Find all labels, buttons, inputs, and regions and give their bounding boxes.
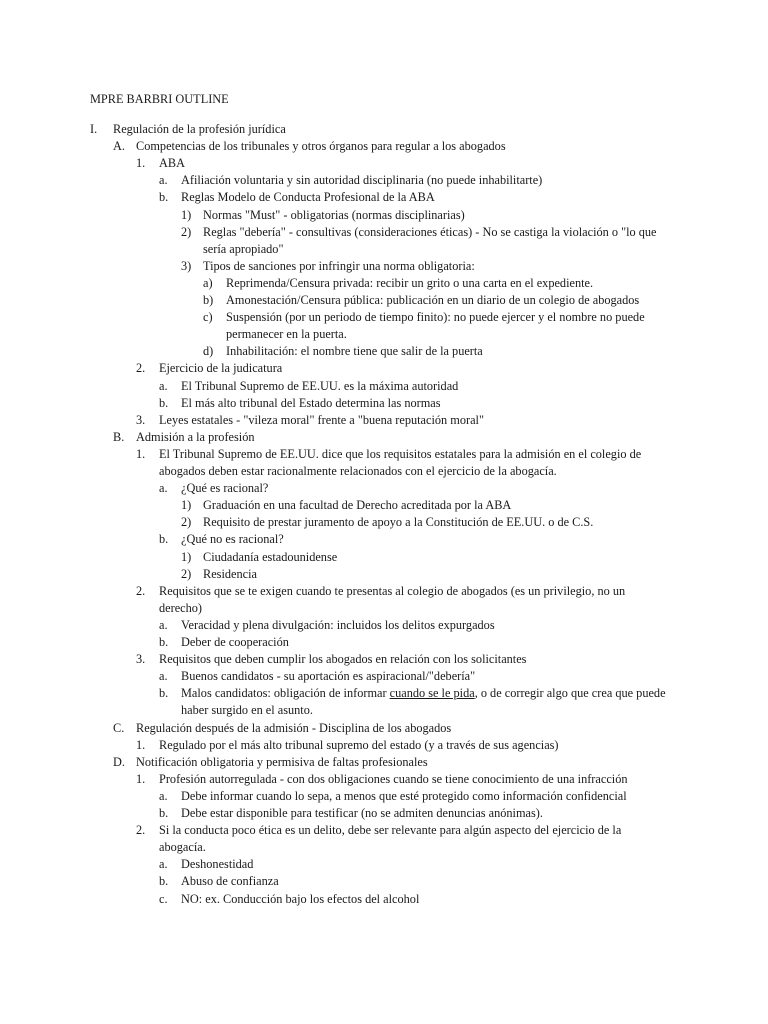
outline-marker: a) [203,275,213,290]
outline-marker: D. [113,754,125,769]
outline-line [0,566,768,583]
outline-marker: b. [159,635,169,649]
outline-text: El Tribunal Supremo de EE.UU. dice que los requisitos estatales para la admisión en el colegio de [159,446,642,461]
outline-marker: 1) [181,207,192,222]
outline-marker: 2. [136,823,146,838]
outline-marker: C. [113,720,125,735]
outline-marker: 1. [136,156,146,171]
outline-line [0,155,768,172]
outline-text: Requisitos que deben cumplir los abogados en relación con los solicitantes [159,652,527,667]
outline-line [0,685,768,702]
outline-line [0,172,768,189]
outline-line [0,873,768,890]
outline-line [0,258,768,275]
outline-line [0,480,768,497]
outline-marker: 3. [136,652,146,667]
outline-line [0,805,768,822]
outline-marker: 1) [181,498,192,513]
outline-text [181,685,666,702]
outline-line [0,651,768,668]
outline-text: Ciudadanía estadounidense [203,549,338,564]
outline-line [0,207,768,224]
outline-marker: a. [159,857,168,872]
outline-marker: 2) [181,515,192,530]
outline-text: Si la conducta poco ética es un delito, debe ser relevante para algún aspecto del ejercicio de la [159,823,622,838]
outline-marker: b. [159,395,169,410]
outline-text: Ejercicio de la judicatura [159,361,283,376]
outline-text: Debe informar cuando lo sepa, a menos que esté protegido como información confidencial [181,788,627,803]
outline-line [0,241,768,258]
outline-marker: d) [203,344,214,359]
outline-line [0,121,768,138]
outline-text: ABA [159,156,185,171]
outline-text: Residencia [203,566,257,581]
outline-line [0,446,768,463]
outline-line [0,292,768,309]
outline-marker: I. [90,122,98,136]
outline-text-part: , o de corregir algo que crea que puede [474,686,666,701]
outline-line [0,224,768,241]
outline-marker: c. [159,891,168,906]
underlined-text: cuando se le pida [389,686,475,701]
outline-line [0,275,768,292]
outline-line [0,600,768,617]
outline-text: Tipos de sanciones por infringir una norma obligatoria: [203,258,475,273]
outline-text: Profesión autorregulada - con dos obligaciones cuando se tiene conocimiento de una infracción [159,771,628,786]
outline-marker: a. [159,617,168,632]
outline-line [0,634,768,651]
outline-marker: b) [203,293,214,307]
outline-text: Amonestación/Censura pública: publicación en un diario de un colegio de abogados [226,293,640,307]
outline-text: permanecer en la puerta. [226,327,347,342]
outline-line [0,189,768,206]
outline-marker: a. [159,669,168,684]
outline-marker: a. [159,378,168,393]
outline-marker: 1. [136,737,146,752]
outline-text: ¿Qué no es racional? [181,532,284,547]
outline-text: Admisión a la profesión [136,429,255,444]
outline-marker: b. [159,874,169,889]
outline-text: El más alto tribunal del Estado determina las normas [181,395,441,410]
outline-line [0,737,768,754]
outline-line [0,617,768,634]
outline-text: ¿Qué es racional? [181,481,269,496]
outline-text: Notificación obligatoria y permisiva de faltas profesionales [136,754,428,769]
outline-text: Deber de cooperación [181,635,289,649]
outline-text: Graduación en una facultad de Derecho acreditada por la ABA [203,498,512,513]
outline-text: Requisitos que se te exigen cuando te presentas al colegio de abogados (es un privilegio, no un [159,583,626,598]
outline-text: Suspensión (por un periodo de tiempo finito): no puede ejercer y el nombre no puede [226,310,645,325]
outline-line [0,326,768,343]
outline-text: Deshonestidad [181,857,254,872]
outline-text: Regulación de la profesión jurídica [113,122,286,136]
outline-text: Reglas "debería" - consultivas (consideraciones éticas) - No se castiga la violación o "lo que [203,224,657,239]
outline-marker: A. [113,139,125,154]
outline-text: Requisito de prestar juramento de apoyo a la Constitución de EE.UU. o de C.S. [203,515,594,530]
outline-marker: a. [159,481,168,496]
outline-text: Competencias de los tribunales y otros órganos para regular a los abogados [136,139,506,154]
outline-text: haber surgido en el asunto. [181,703,313,718]
outline-line [0,531,768,548]
outline-text: Reprimenda/Censura privada: recibir un grito o una carta en el expediente. [226,275,594,290]
outline-text: Debe estar disponible para testificar (no se admiten denuncias anónimas). [181,806,543,820]
outline-text: NO: ex. Conducción bajo los efectos del alcohol [181,891,420,906]
outline-text: derecho) [159,600,203,615]
outline-line [0,343,768,360]
outline-line [0,856,768,873]
outline-text: Afiliación voluntaria y sin autoridad disciplinaria (no puede inhabilitarte) [181,173,543,188]
outline-line [0,378,768,395]
outline-text: Reglas Modelo de Conducta Profesional de la ABA [181,190,435,205]
outline-line [0,702,768,719]
outline-marker: b. [159,806,169,820]
outline-line [0,309,768,326]
outline-text: Regulación después de la admisión - Disciplina de los abogados [136,720,452,735]
outline-marker: b. [159,532,169,547]
outline-marker: a. [159,788,168,803]
outline-text: Regulado por el más alto tribunal supremo del estado (y a través de sus agencias) [159,737,559,752]
outline-text: Abuso de confianza [181,874,279,889]
outline-text: Normas "Must" - obligatorias (normas disciplinarias) [203,207,465,222]
outline-line [0,549,768,566]
outline-line [0,497,768,514]
outline-marker: B. [113,429,125,444]
outline-line [0,360,768,377]
outline-text: abogacía. [159,840,206,855]
outline-marker: 2) [181,224,192,239]
outline-marker: 2. [136,361,146,376]
outline-text: Leyes estatales - "vileza moral" frente a "buena reputación moral" [159,412,484,427]
outline-text: Inhabilitación: el nombre tiene que salir de la puerta [226,344,483,359]
outline-line [0,822,768,839]
outline-marker: 1. [136,446,146,461]
outline-line [0,138,768,155]
outline-line [0,514,768,531]
outline-text: Buenos candidatos - su aportación es aspiracional/"debería" [181,669,476,684]
outline-line [0,429,768,446]
outline-line [0,788,768,805]
outline-text-part: Malos candidatos: obligación de informar [181,686,390,701]
outline-text: El Tribunal Supremo de EE.UU. es la máxima autoridad [181,378,459,393]
outline-marker: b. [159,190,169,205]
outline-marker: 2. [136,583,146,598]
outline-line [0,891,768,908]
outline-marker: 3) [181,258,192,273]
document-title: MPRE BARBRI OUTLINE [90,92,229,106]
outline-marker: b. [159,686,169,701]
outline-marker: 1. [136,771,146,786]
outline-text: sería apropiado" [203,241,284,256]
outline-line [0,839,768,856]
outline-line [0,720,768,737]
outline-marker: c) [203,310,213,325]
outline-line [0,771,768,788]
outline-line [0,668,768,685]
outline-line [0,463,768,480]
outline-marker: 1) [181,549,192,564]
outline-line [0,395,768,412]
outline-text: abogados deben estar racionalmente relacionados con el ejercicio de la abogacía. [159,464,557,478]
outline-text: Veracidad y plena divulgación: incluidos los delitos expurgados [181,617,495,632]
outline-line [0,412,768,429]
outline-marker: 3. [136,412,146,427]
outline-line [0,583,768,600]
outline-marker: 2) [181,566,192,581]
outline-line [0,754,768,771]
outline-marker: a. [159,173,168,188]
